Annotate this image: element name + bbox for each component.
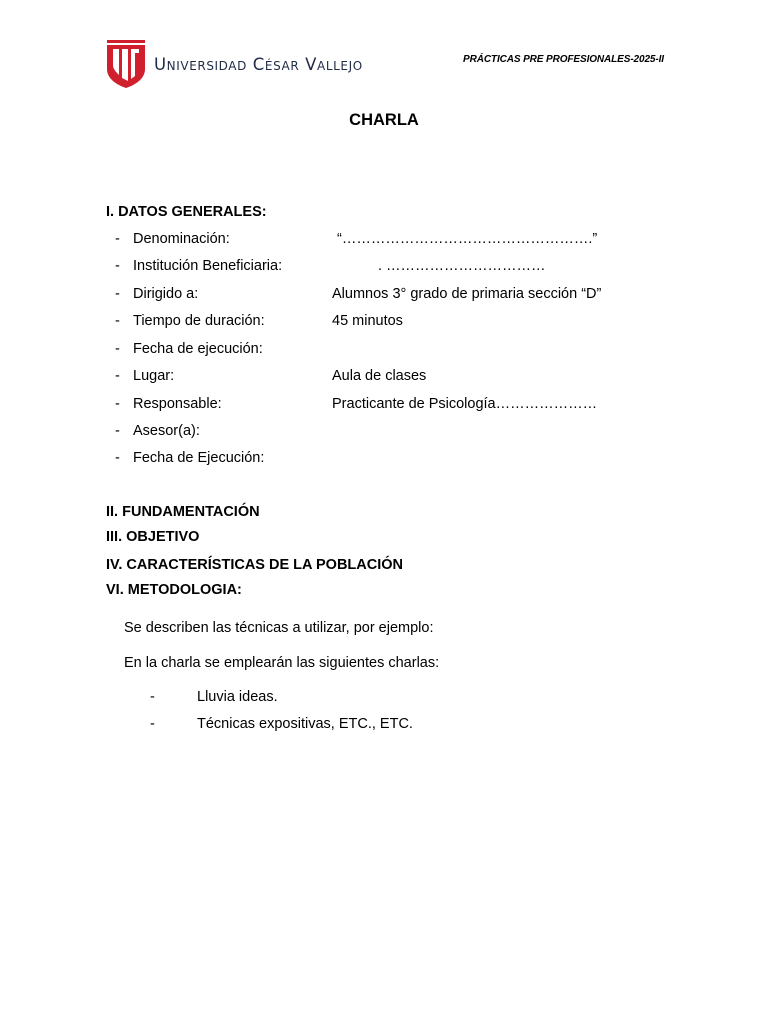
university-shield-icon <box>105 39 147 89</box>
list-item-text: Lluvia ideas. <box>197 689 278 705</box>
list-dash: - <box>115 341 120 357</box>
field-label: Fecha de ejecución: <box>133 341 263 357</box>
university-name: Universidad César Vallejo <box>154 55 363 74</box>
list-dash: - <box>115 396 120 412</box>
field-value: “…………………………………………….” <box>337 231 598 247</box>
university-logo <box>105 39 395 89</box>
list-dash: - <box>115 423 120 439</box>
field-row-tiempo <box>0 313 768 333</box>
field-label: Tiempo de duración: <box>133 313 265 329</box>
field-label: Institución Beneficiaria: <box>133 258 283 274</box>
list-dash: - <box>115 286 120 302</box>
list-dash: - <box>150 689 155 705</box>
list-dash: - <box>115 368 120 384</box>
list-dash: - <box>115 258 120 274</box>
field-row-fecha-ejecucion <box>0 341 768 361</box>
field-value: Alumnos 3° grado de primaria sección “D” <box>332 286 602 302</box>
document-title: CHARLA <box>349 111 419 129</box>
field-row-dirigido <box>0 286 768 306</box>
field-row-institucion <box>0 258 768 278</box>
list-dash: - <box>115 231 120 247</box>
metodologia-intro-2: En la charla se emplearán las siguientes charlas: <box>124 655 440 671</box>
section-heading-objetivo: III. OBJETIVO <box>106 529 200 545</box>
field-label: Denominación: <box>133 231 230 247</box>
field-value: Aula de clases <box>332 368 427 384</box>
field-label: Dirigido a: <box>133 286 199 302</box>
field-label: Lugar: <box>133 368 175 384</box>
field-label: Responsable: <box>133 396 222 412</box>
list-dash: - <box>150 716 155 732</box>
section-heading-fundamentacion: II. FUNDAMENTACIÓN <box>106 504 260 520</box>
list-dash: - <box>115 450 120 466</box>
section-heading-datos-generales: I. DATOS GENERALES: <box>106 204 267 220</box>
metodologia-intro: Se describen las técnicas a utilizar, por ejemplo: <box>124 620 434 636</box>
field-value: Practicante de Psicología………………… <box>332 396 598 412</box>
header-practices-label: PRÁCTICAS PRE PROFESIONALES-2025-II <box>463 54 664 65</box>
field-value: 45 minutos <box>332 313 403 329</box>
field-value: . …………………………… <box>378 258 546 274</box>
field-row-denominacion <box>0 231 768 251</box>
field-row-asesor <box>0 423 768 443</box>
field-label: Asesor(a): <box>133 423 200 439</box>
field-label: Fecha de Ejecución: <box>133 450 265 466</box>
field-row-lugar <box>0 368 768 388</box>
field-row-responsable <box>0 396 768 416</box>
section-heading-caracteristicas: IV. CARACTERÍSTICAS DE LA POBLACIÓN <box>106 557 404 573</box>
field-row-fecha-ejecucion-2 <box>0 450 768 470</box>
section-heading-metodologia: VI. METODOLOGIA: <box>106 582 242 598</box>
list-dash: - <box>115 313 120 329</box>
list-item-text: Técnicas expositivas, ETC., ETC. <box>197 716 413 732</box>
